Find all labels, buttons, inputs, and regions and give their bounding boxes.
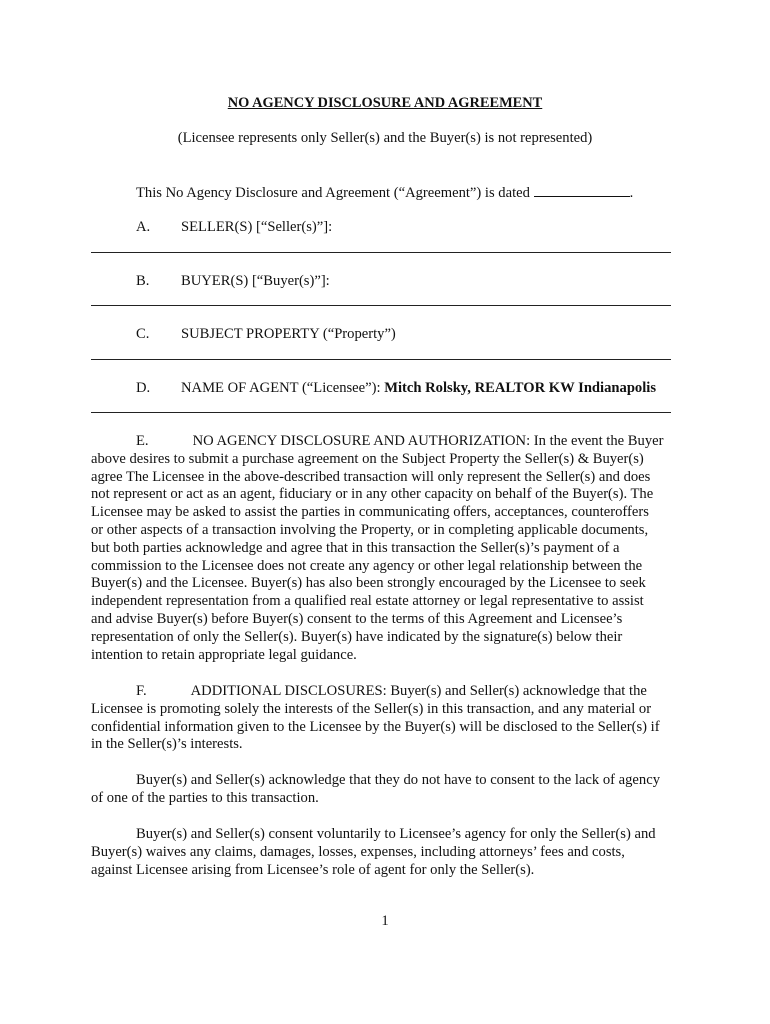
section-e-line: Buyer(s) and the Licensee. Buyer(s) has also been strongly encouraged by the Licensee to seek <box>91 575 646 592</box>
document-title: NO AGENCY DISCLOSURE AND AGREEMENT <box>227 95 543 111</box>
buyer-field-letter: B. <box>136 273 150 289</box>
buyer-field-line[interactable] <box>91 305 671 306</box>
section-f-line: confidential information given to the Licensee by the Buyer(s) will be disclosed to the Seller(s) if <box>91 718 660 735</box>
section-e-line: but both parties acknowledge and agree that in this transaction the Seller(s)’s payment of a <box>91 539 620 556</box>
section-e-no-agency-disclosure <box>91 433 679 664</box>
consent-lack-line: of one of the parties to this transaction. <box>91 789 319 806</box>
section-f-line: F. ADDITIONAL DISCLOSURES: Buyer(s) and Seller(s) acknowledge that the <box>136 683 647 699</box>
section-e-line: and advise Buyer(s) before Buyer(s) consent to the terms of this Agreement and Licensee’s <box>91 610 623 627</box>
consent-agency-paragraph <box>91 826 679 879</box>
section-f-line: in the Seller(s)’s interests. <box>91 736 243 753</box>
section-e-line: intention to retain appropriate legal guidance. <box>91 646 357 663</box>
seller-field-label: SELLER(S) [“Seller(s)”]: <box>181 219 333 235</box>
section-f-line: Licensee is promoting solely the interests of the Seller(s) in this transaction, and any material or <box>91 700 652 717</box>
seller-field-line[interactable] <box>91 252 671 253</box>
section-e-line: E. NO AGENCY DISCLOSURE AND AUTHORIZATION: In the event the Buyer <box>136 433 664 449</box>
document-subtitle: (Licensee represents only Seller(s) and the Buyer(s) is not represented) <box>177 130 593 146</box>
section-e-letter: E. <box>136 433 149 449</box>
agent-field-label: NAME OF AGENT (“Licensee”): <box>181 380 381 396</box>
consent-agency-line: Buyer(s) and Seller(s) consent voluntarily to Licensee’s agency for only the Seller(s) and <box>136 826 656 842</box>
section-e-line: not represent or act as an agent, fiduciary or in any other capacity on behalf of the Buyer(s). The <box>91 486 654 503</box>
agent-field-letter: D. <box>136 380 151 396</box>
buyer-field-label: BUYER(S) [“Buyer(s)”]: <box>181 273 330 289</box>
agreement-date-blank[interactable] <box>534 184 630 197</box>
page-number: 1 <box>381 913 389 929</box>
agent-name-value: Mitch Rolsky, REALTOR KW Indianapolis <box>384 380 657 396</box>
section-e-line: or other aspects of a transaction involving the Property, or in completing applicable documents, <box>91 521 649 538</box>
consent-lack-of-agency-paragraph <box>91 772 679 808</box>
agent-field-row <box>181 380 656 398</box>
section-e-line: representation of only the Seller(s). Buyer(s) have indicated by the signature(s) below their <box>91 628 623 645</box>
section-f-additional-disclosures <box>91 683 679 754</box>
section-e-line: independent representation from a qualified real estate attorney or legal representative to assist <box>91 593 644 610</box>
agreement-date-text: This No Agency Disclosure and Agreement (“Agreement”) is dated <box>136 185 530 201</box>
consent-agency-line: against Licensee arising from Licensee’s role of agent for only the Seller(s). <box>91 861 535 878</box>
property-field-line[interactable] <box>91 359 671 360</box>
section-f-letter: F. <box>136 683 147 699</box>
agreement-date-line <box>136 184 633 203</box>
section-e-line: above desires to submit a purchase agreement on the Subject Property the Seller(s) & Buyer(s) <box>91 450 644 467</box>
section-e-line: agree The Licensee in the above-described transaction will only represent the Seller(s) and does <box>91 468 651 485</box>
consent-agency-line: Buyer(s) waives any claims, damages, losses, expenses, including attorneys’ fees and costs, <box>91 843 625 860</box>
property-field-letter: C. <box>136 326 150 342</box>
section-e-line: commission to the Licensee does not create any agency or other legal relationship between the <box>91 557 643 574</box>
agreement-date-end: . <box>629 185 634 201</box>
section-e-line: Licensee may be asked to assist the parties in communicating offers, acceptances, counteroffers <box>91 504 649 521</box>
agent-field-line[interactable] <box>91 412 671 413</box>
seller-field-letter: A. <box>136 219 151 235</box>
consent-lack-line: Buyer(s) and Seller(s) acknowledge that they do not have to consent to the lack of agency <box>136 772 660 788</box>
property-field-label: SUBJECT PROPERTY (“Property”) <box>181 326 396 342</box>
